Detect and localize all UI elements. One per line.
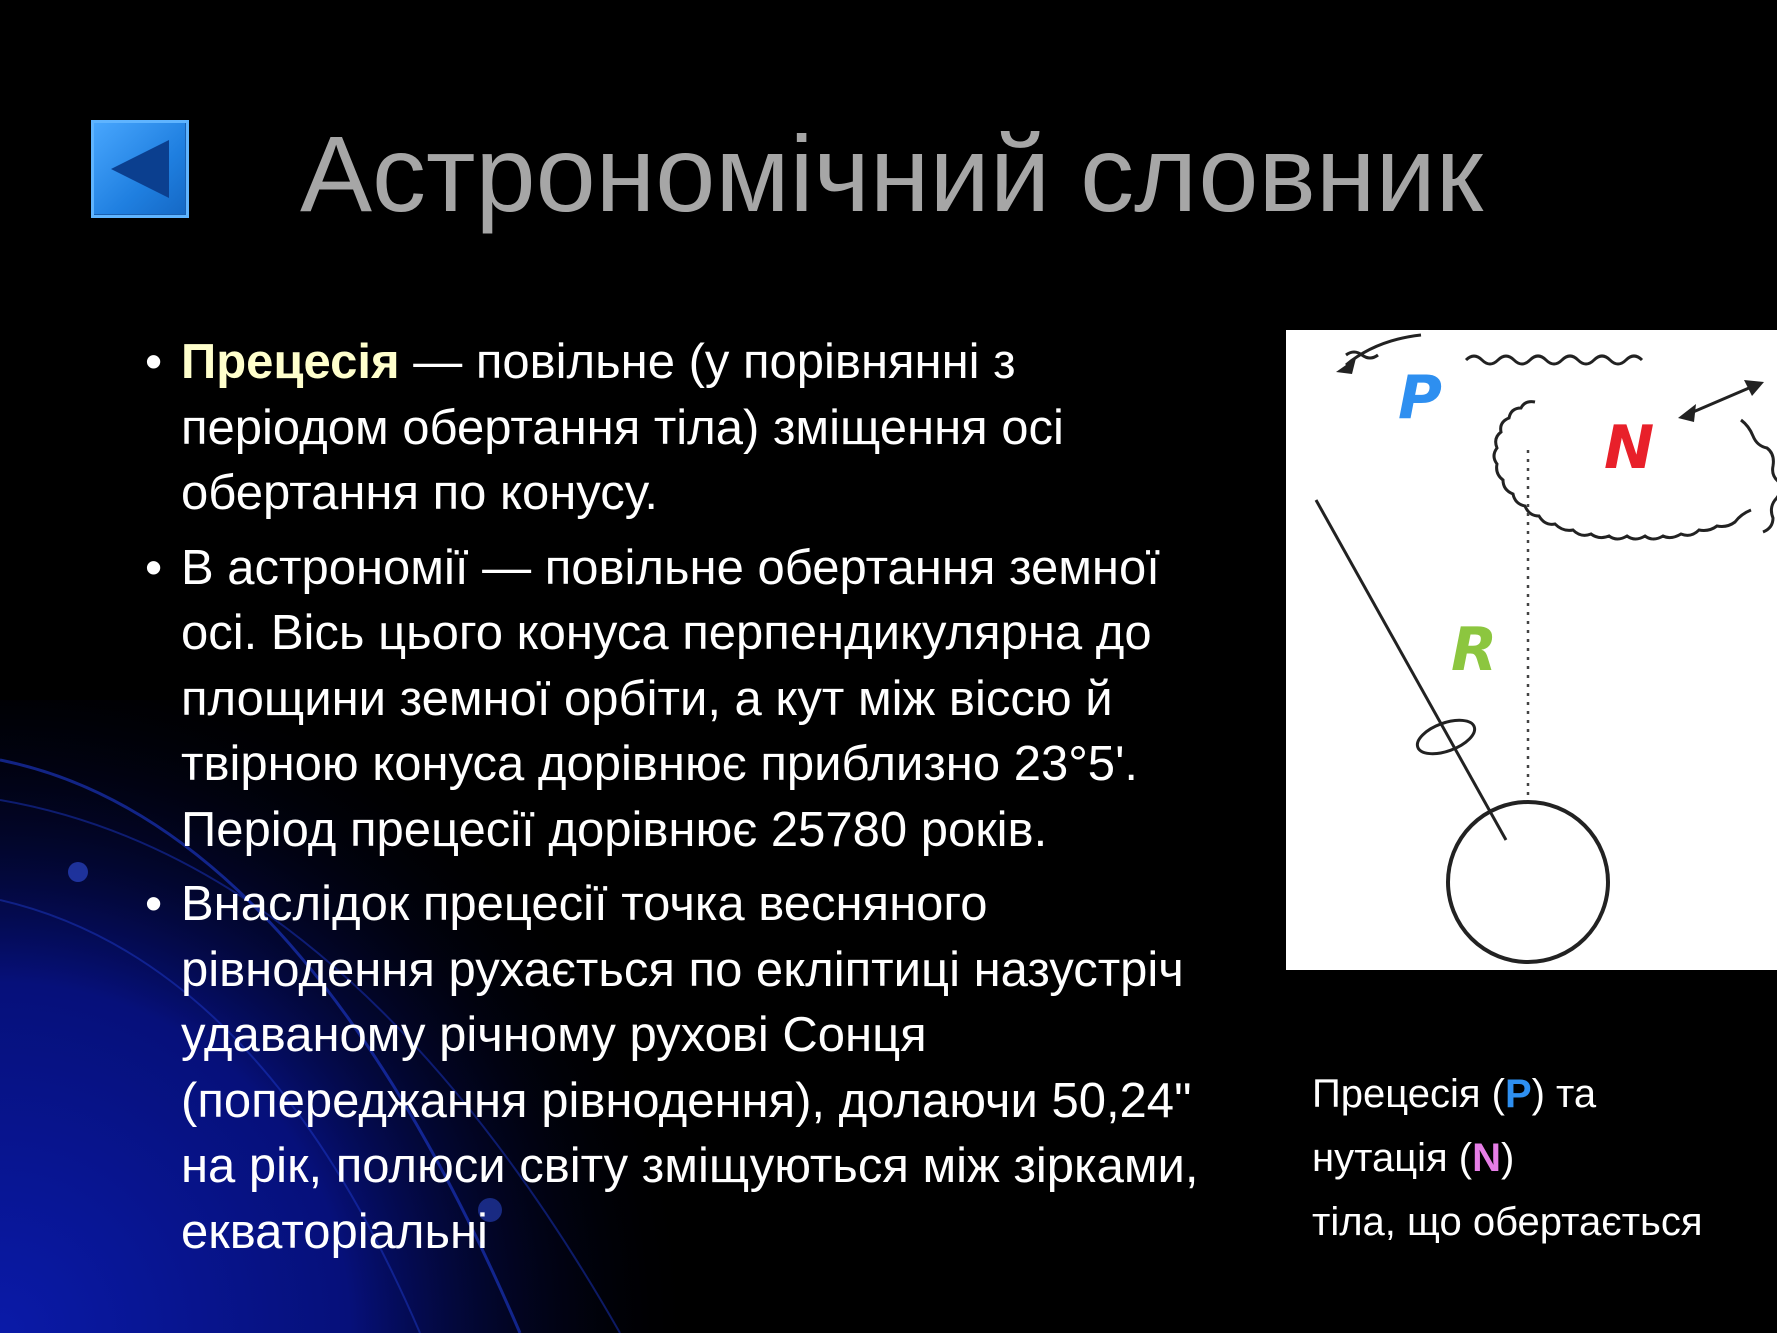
caption-text: Прецесія ( xyxy=(1312,1072,1505,1116)
caption-p-letter: P xyxy=(1504,1072,1532,1116)
arrow-head-icon xyxy=(1678,404,1696,422)
caption-text: нутація ( xyxy=(1312,1136,1473,1180)
label-r: R xyxy=(1451,615,1498,685)
label-n: N xyxy=(1604,413,1655,483)
nutation-arrow xyxy=(1686,385,1756,415)
caption-n-letter: N xyxy=(1472,1136,1501,1180)
back-arrow-icon xyxy=(91,120,189,218)
caption-text: ) та xyxy=(1531,1072,1597,1116)
bullet-item xyxy=(145,330,1205,527)
bullet-text: Внаслідок прецесії точка весняного рівнодення рухається по екліптиці назустріч удаваному річному рухові Сонця (попереджання рівнодення), долаючи 50,24" на рік, полюси світу зміщуються між зірками, екваторіальні xyxy=(181,877,1199,1259)
page-title: Астрономічний словник xyxy=(300,113,1484,234)
bullet-item xyxy=(145,872,1205,1265)
bullet-text: — повільне (у порівнянні з періодом обертання тіла) зміщення осі обертання по конусу. xyxy=(181,335,1064,520)
label-p: P xyxy=(1398,363,1442,433)
back-button[interactable] xyxy=(91,120,189,218)
bullet-list xyxy=(145,330,1205,1274)
bullet-dot-icon: • xyxy=(145,540,163,595)
caption-line xyxy=(1312,1126,1703,1190)
rotating-body xyxy=(1448,802,1608,962)
term-highlight: Прецесія xyxy=(181,335,400,389)
arrow-head-icon xyxy=(1336,358,1356,374)
precession-arrow xyxy=(1346,335,1421,365)
caption-line xyxy=(1312,1062,1703,1126)
bullet-item xyxy=(145,536,1205,864)
bullet-text: В астрономії — повільне обертання земної осі. Вісь цього конуса перпендикулярна до площини земної орбіти, а кут між віссю й твірною конуса дорівнює приблизно 23°5'. Період прецесії дорівнює 25780 років. xyxy=(181,540,1160,857)
precession-figure xyxy=(1286,330,1777,970)
caption-line: тіла, що обертається xyxy=(1312,1200,1703,1244)
caption-text: ) xyxy=(1501,1136,1515,1180)
figure-caption xyxy=(1312,1062,1703,1254)
bullet-dot-icon: • xyxy=(145,335,163,389)
spin-loop xyxy=(1413,714,1479,761)
bullet-dot-icon: • xyxy=(145,877,163,931)
precession-diagram xyxy=(1286,330,1777,970)
